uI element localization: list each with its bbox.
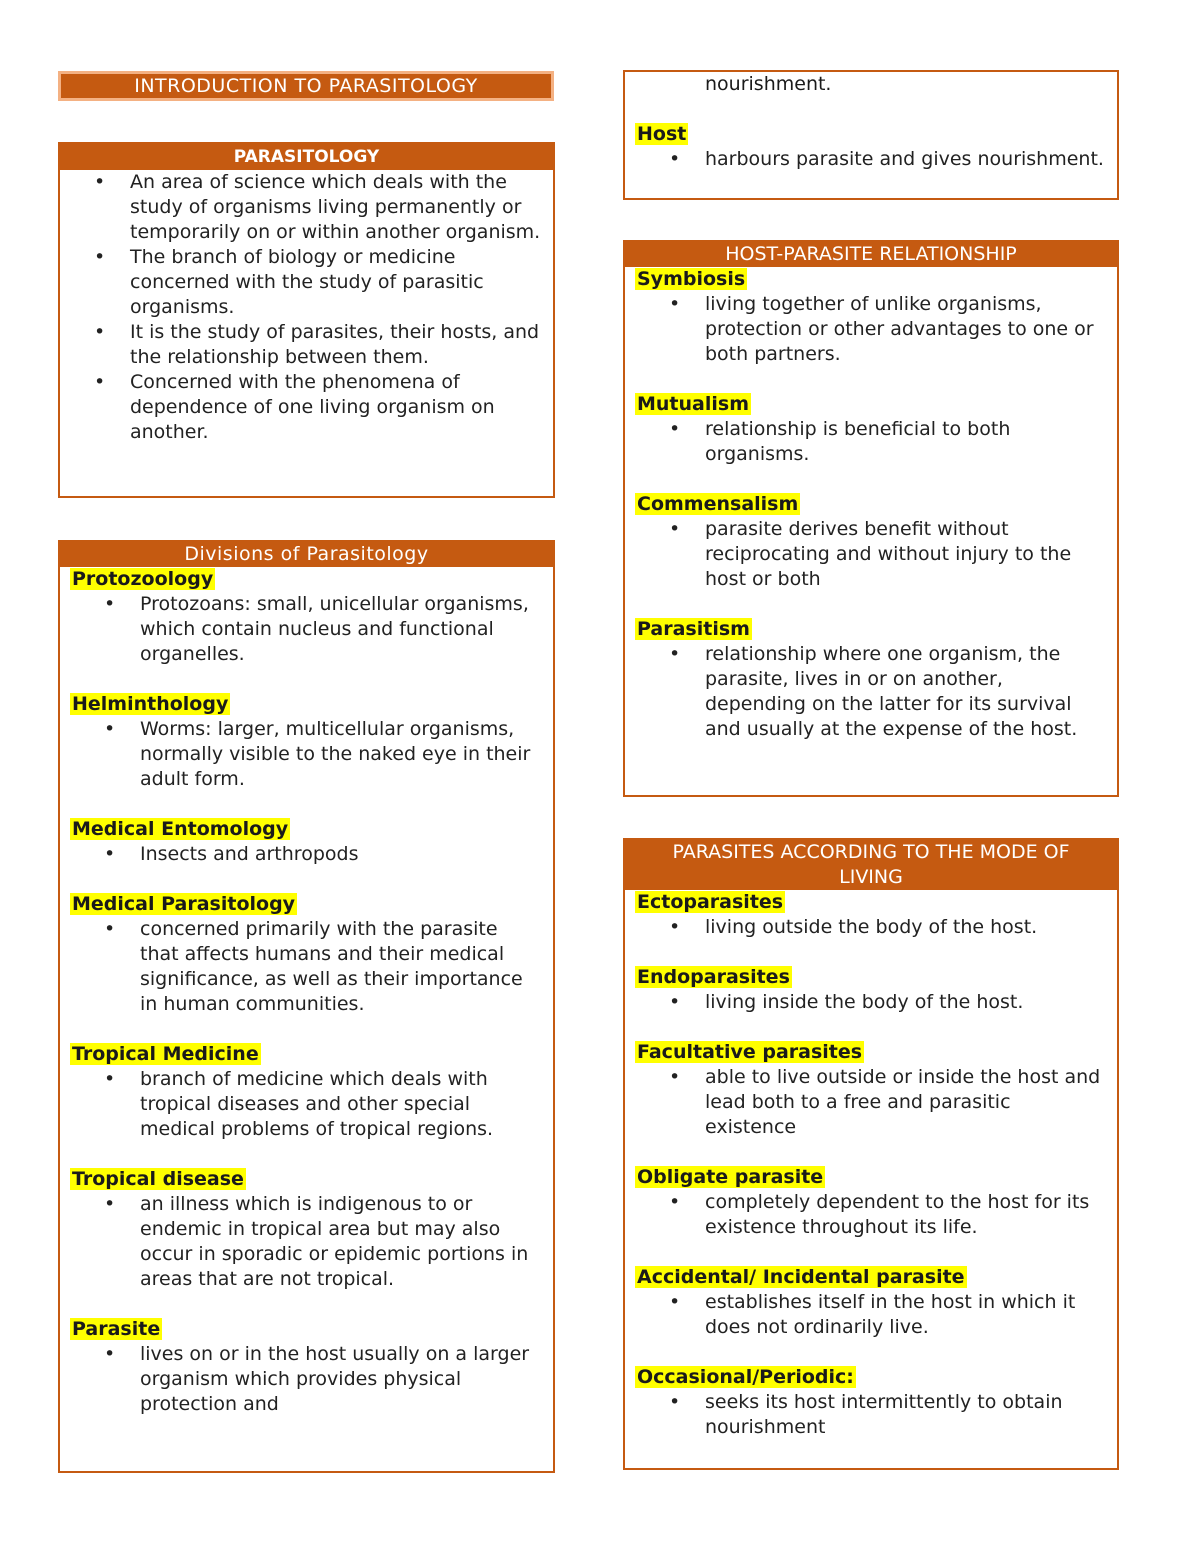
relationship-box — [623, 240, 1119, 797]
term-parasitism: Parasitism — [637, 618, 750, 640]
term-obligate-parasite: Obligate parasite — [637, 1166, 824, 1188]
list-item: • Worms: larger, multicellular organisms, normally visible to the naked eye in their adult form. — [70, 717, 541, 792]
list-item: • relationship is beneficial to both organisms. — [635, 417, 1107, 467]
list-item: • The branch of biology or medicine concerned with the study of parasitic organisms. — [60, 245, 543, 320]
term-ectoparasites: Ectoparasites — [637, 891, 784, 913]
term-endoparasites: Endoparasites — [637, 966, 790, 988]
list-item: • It is the study of parasites, their hosts, and the relationship between them. — [60, 320, 543, 370]
list-item: • Concerned with the phenomena of dependence of one living organism on another. — [60, 370, 543, 445]
term-commensalism: Commensalism — [637, 493, 799, 515]
list-item: • An area of science which deals with the study of organisms living permanently or temporarily on or within another organism. — [60, 170, 543, 245]
term-facultative-parasites: Facultative parasites — [637, 1041, 863, 1063]
term-symbiosis: Symbiosis — [637, 268, 746, 290]
term-mutualism: Mutualism — [637, 393, 749, 415]
list-item: • living inside the body of the host. — [635, 990, 1107, 1015]
term-tropical-medicine: Tropical Medicine — [72, 1043, 259, 1065]
list-item: • living together of unlike organisms, protection or other advantages to one or both partners. — [635, 292, 1107, 367]
term-parasite: Parasite — [72, 1318, 161, 1340]
term-occasional-periodic: Occasional/Periodic: — [637, 1366, 854, 1388]
term-protozoology: Protozoology — [72, 568, 214, 590]
modes-box — [623, 838, 1119, 1470]
term-accidental-parasite: Accidental/ Incidental parasite — [637, 1266, 965, 1288]
list-item: • establishes itself in the host in which it does not ordinarily live. — [635, 1290, 1107, 1340]
list-item: • Insects and arthropods — [70, 842, 541, 867]
list-item: • able to live outside or inside the host and lead both to a free and parasitic existence — [635, 1065, 1107, 1140]
term-medical-parasitology: Medical Parasitology — [72, 893, 296, 915]
list-item: • Protozoans: small, unicellular organisms, which contain nucleus and functional organelles. — [70, 592, 541, 667]
list-item: • an illness which is indigenous to or endemic in tropical area but may also occur in sporadic or epidemic portions in areas that are not tropical. — [70, 1192, 541, 1292]
term-medical-entomology: Medical Entomology — [72, 818, 289, 840]
continued-box — [623, 70, 1119, 200]
page-title: INTRODUCTION TO PARASITOLOGY — [58, 71, 554, 101]
list-item: • lives on or in the host usually on a larger organism which provides physical protection and — [70, 1342, 541, 1417]
term-helminthology: Helminthology — [72, 693, 229, 715]
continued-tail: nourishment. — [705, 73, 832, 95]
parasitology-box — [58, 142, 555, 498]
divisions-heading: Divisions of Parasitology — [60, 542, 553, 567]
list-item: • relationship where one organism, the parasite, lives in or on another, depending on the latter for its survival and usually at the expense of the host. — [635, 642, 1107, 742]
list-item: • seeks its host intermittently to obtain nourishment — [635, 1390, 1107, 1440]
divisions-box — [58, 540, 555, 1473]
list-item: • parasite derives benefit without reciprocating and without injury to the host or both — [635, 517, 1107, 592]
parasitology-list — [60, 170, 553, 445]
list-item: • harbours parasite and gives nourishment. — [635, 147, 1107, 172]
list-item: • living outside the body of the host. — [635, 915, 1107, 940]
list-item: • completely dependent to the host for its existence throughout its life. — [635, 1190, 1107, 1240]
term-tropical-disease: Tropical disease — [72, 1168, 244, 1190]
list-item: • branch of medicine which deals with tropical diseases and other special medical problems of tropical regions. — [70, 1067, 541, 1142]
list-item: • concerned primarily with the parasite that affects humans and their medical significance, as well as their importance in human communities. — [70, 917, 541, 1017]
modes-heading: PARASITES ACCORDING TO THE MODE OF LIVING — [625, 840, 1117, 890]
relationship-heading: HOST-PARASITE RELATIONSHIP — [625, 242, 1117, 267]
term-host: Host — [637, 123, 687, 145]
parasitology-heading: PARASITOLOGY — [60, 144, 553, 170]
